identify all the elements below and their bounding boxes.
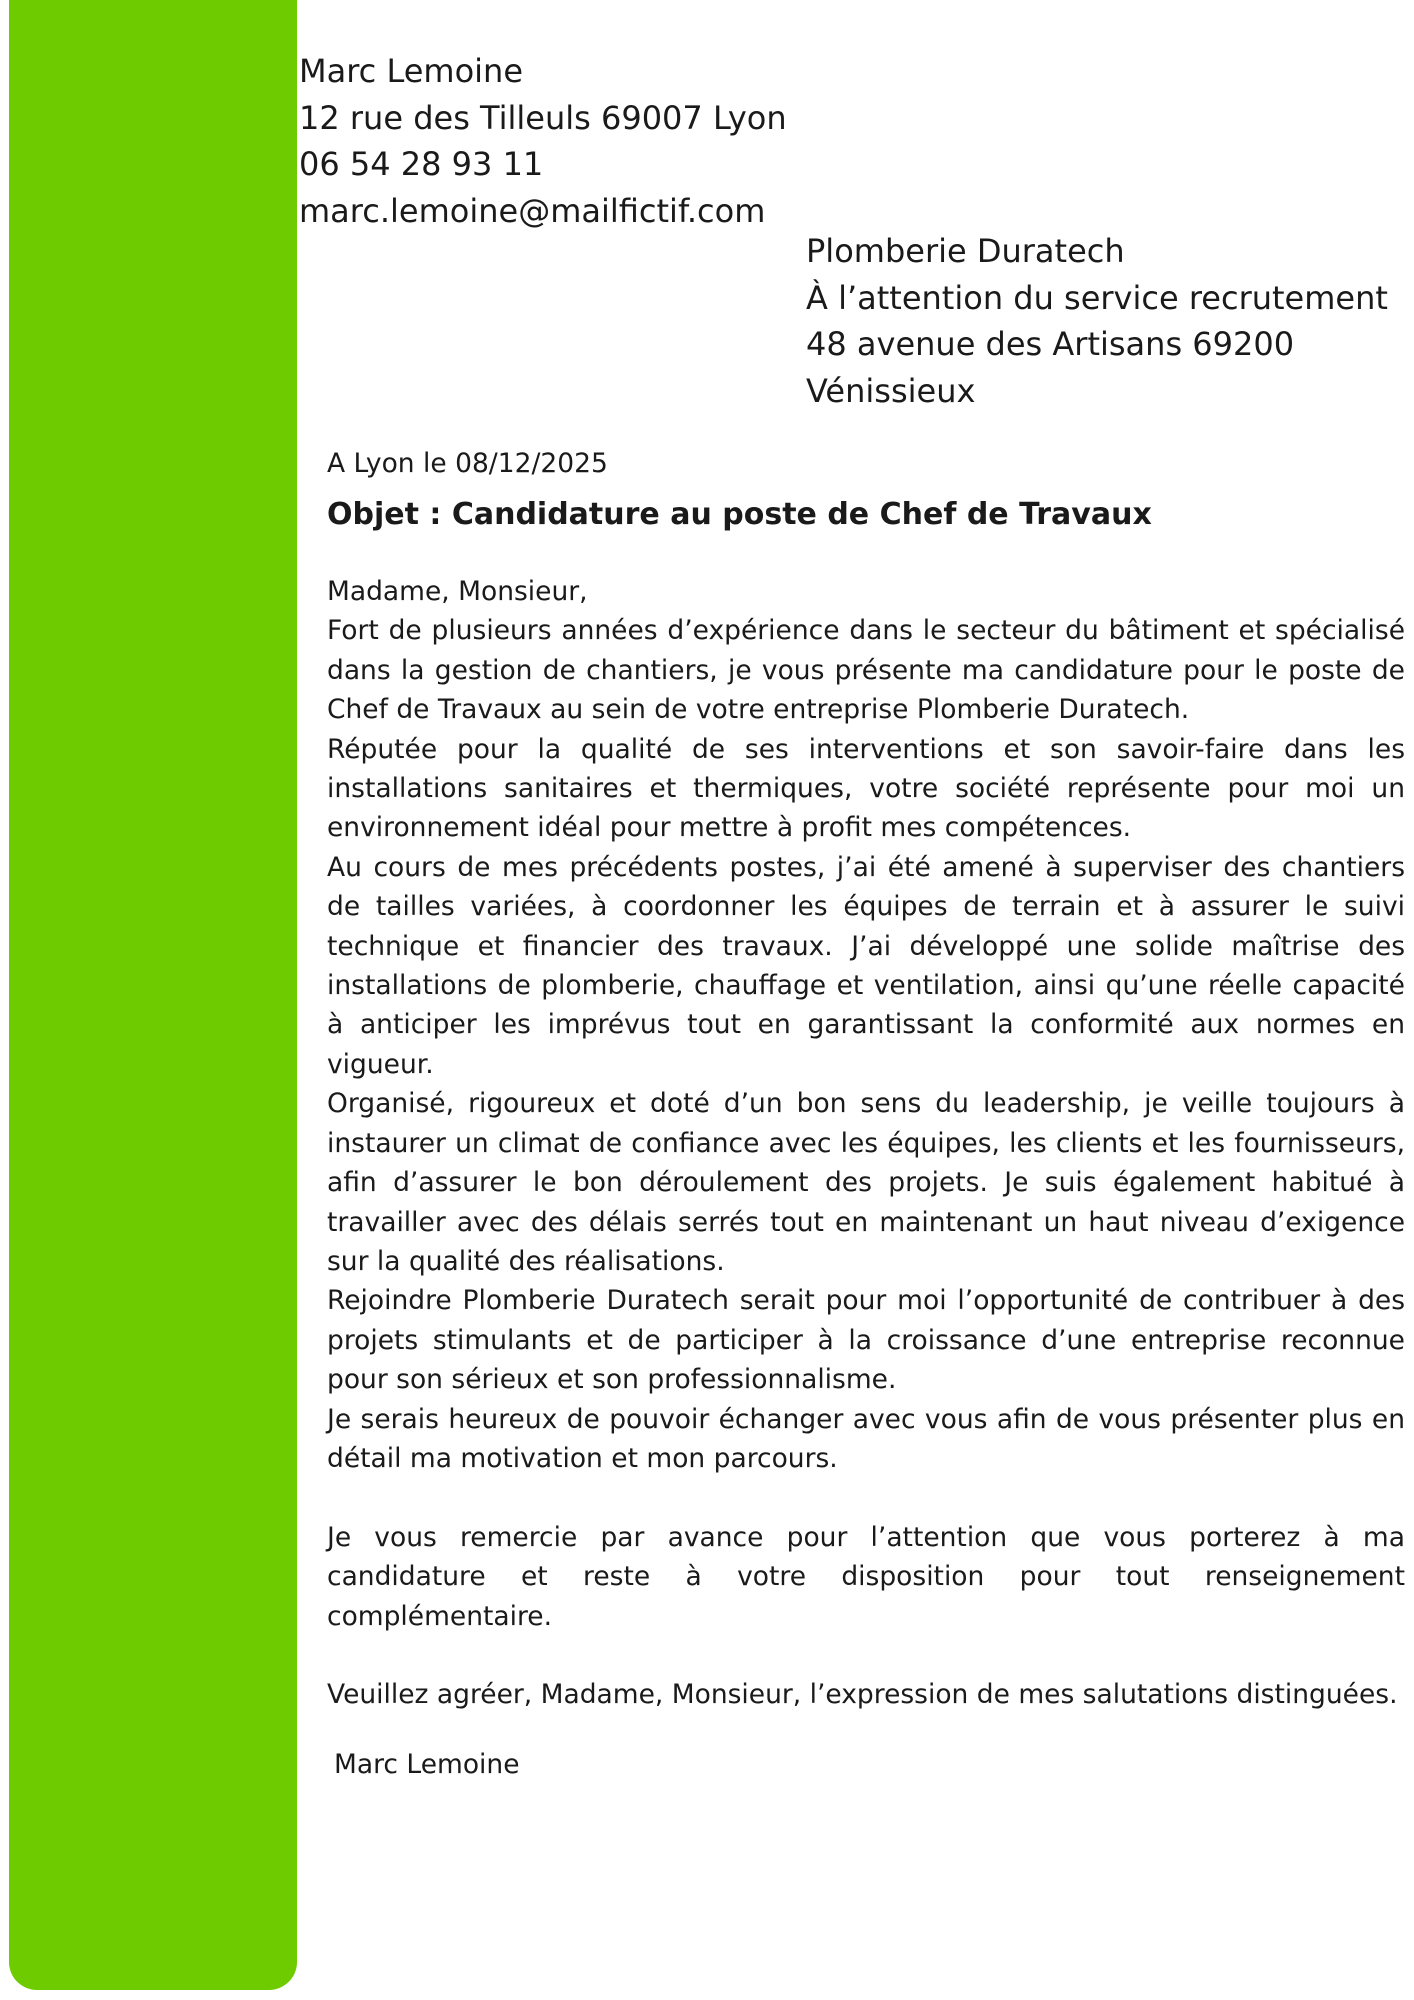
sender-block [299, 48, 787, 234]
paragraph-5: Rejoindre Plomberie Duratech serait pour moi l’opportunité de contribuer à des projets stimulants et de participer à la croissance d’une entreprise reconnue pour son sérieux et son professionnalisme. [327, 1285, 1405, 1396]
thanks-paragraph: Je vous remercie par avance pour l’attention que vous porterez à ma candidature et reste à votre disposition pour tout renseignement complémentaire. [327, 1521, 1405, 1632]
paragraph-1: Fort de plusieurs années d’expérience dans le secteur du bâtiment et spécialisé dans la gestion de chantiers, je vous présente ma candidature pour le poste de Chef de Travaux au sein de votre entreprise Plomberie Duratech. [327, 615, 1405, 726]
spacer [327, 1636, 1405, 1675]
date-line: A Lyon le 08/12/2025 [327, 448, 608, 479]
paragraph-4: Organisé, rigoureux et doté d’un bon sens du leadership, je veille toujours à instaurer un climat de confiance avec les équipes, les clients et les fournisseurs, afin d’assurer le bon déroulement des projets. Je suis également habitué à travailler avec des délais serrés tout en maintenant un haut niveau d’exigence sur la qualité des réalisations. [327, 1088, 1405, 1277]
sender-email: marc.lemoine@mailfictif.com [299, 191, 766, 230]
paragraph-2: Réputée pour la qualité de ses interventions et son savoir-faire dans les installations sanitaires et thermiques, votre société représente pour moi un environnement idéal pour mettre à profit mes compétences. [327, 733, 1405, 844]
subject-line: Objet : Candidature au poste de Chef de Travaux [327, 497, 1152, 532]
paragraph-3: Au cours de mes précédents postes, j’ai été amené à superviser des chantiers de tailles variées, à coordonner les équipes de terrain et à assurer le suivi technique et financier des travaux. J’ai développé une solide maîtrise des installations de plomberie, chauffage et ventilation, ainsi qu’une réelle capacité à anticiper les imprévus tout en garantissant la conformité aux normes en vigueur. [327, 851, 1405, 1080]
sender-name: Marc Lemoine [299, 52, 523, 90]
paragraph-6: Je serais heureux de pouvoir échanger avec vous afin de vous présenter plus en détail ma motivation et mon parcours. [327, 1403, 1405, 1474]
recipient-block [806, 228, 1388, 414]
letter-body [327, 444, 1405, 1784]
closing-formula: Veuillez agréer, Madame, Monsieur, l’expression de mes salutations distinguées. [327, 1679, 1398, 1711]
spacer [327, 1478, 1405, 1517]
recipient-city: Vénissieux [806, 371, 976, 410]
spacer [327, 1715, 1405, 1745]
recipient-attention: À l’attention du service recrutement [806, 278, 1388, 317]
salutation: Madame, Monsieur, [327, 576, 588, 607]
sender-address: 12 rue des Tilleuls 69007 Lyon [299, 98, 787, 137]
signature-name: Marc Lemoine [334, 1748, 520, 1780]
sender-phone: 06 54 28 93 11 [299, 145, 544, 183]
recipient-company: Plomberie Duratech [806, 232, 1125, 270]
recipient-street: 48 avenue des Artisans 69200 [806, 325, 1295, 363]
green-sidebar-band [9, 0, 297, 1990]
